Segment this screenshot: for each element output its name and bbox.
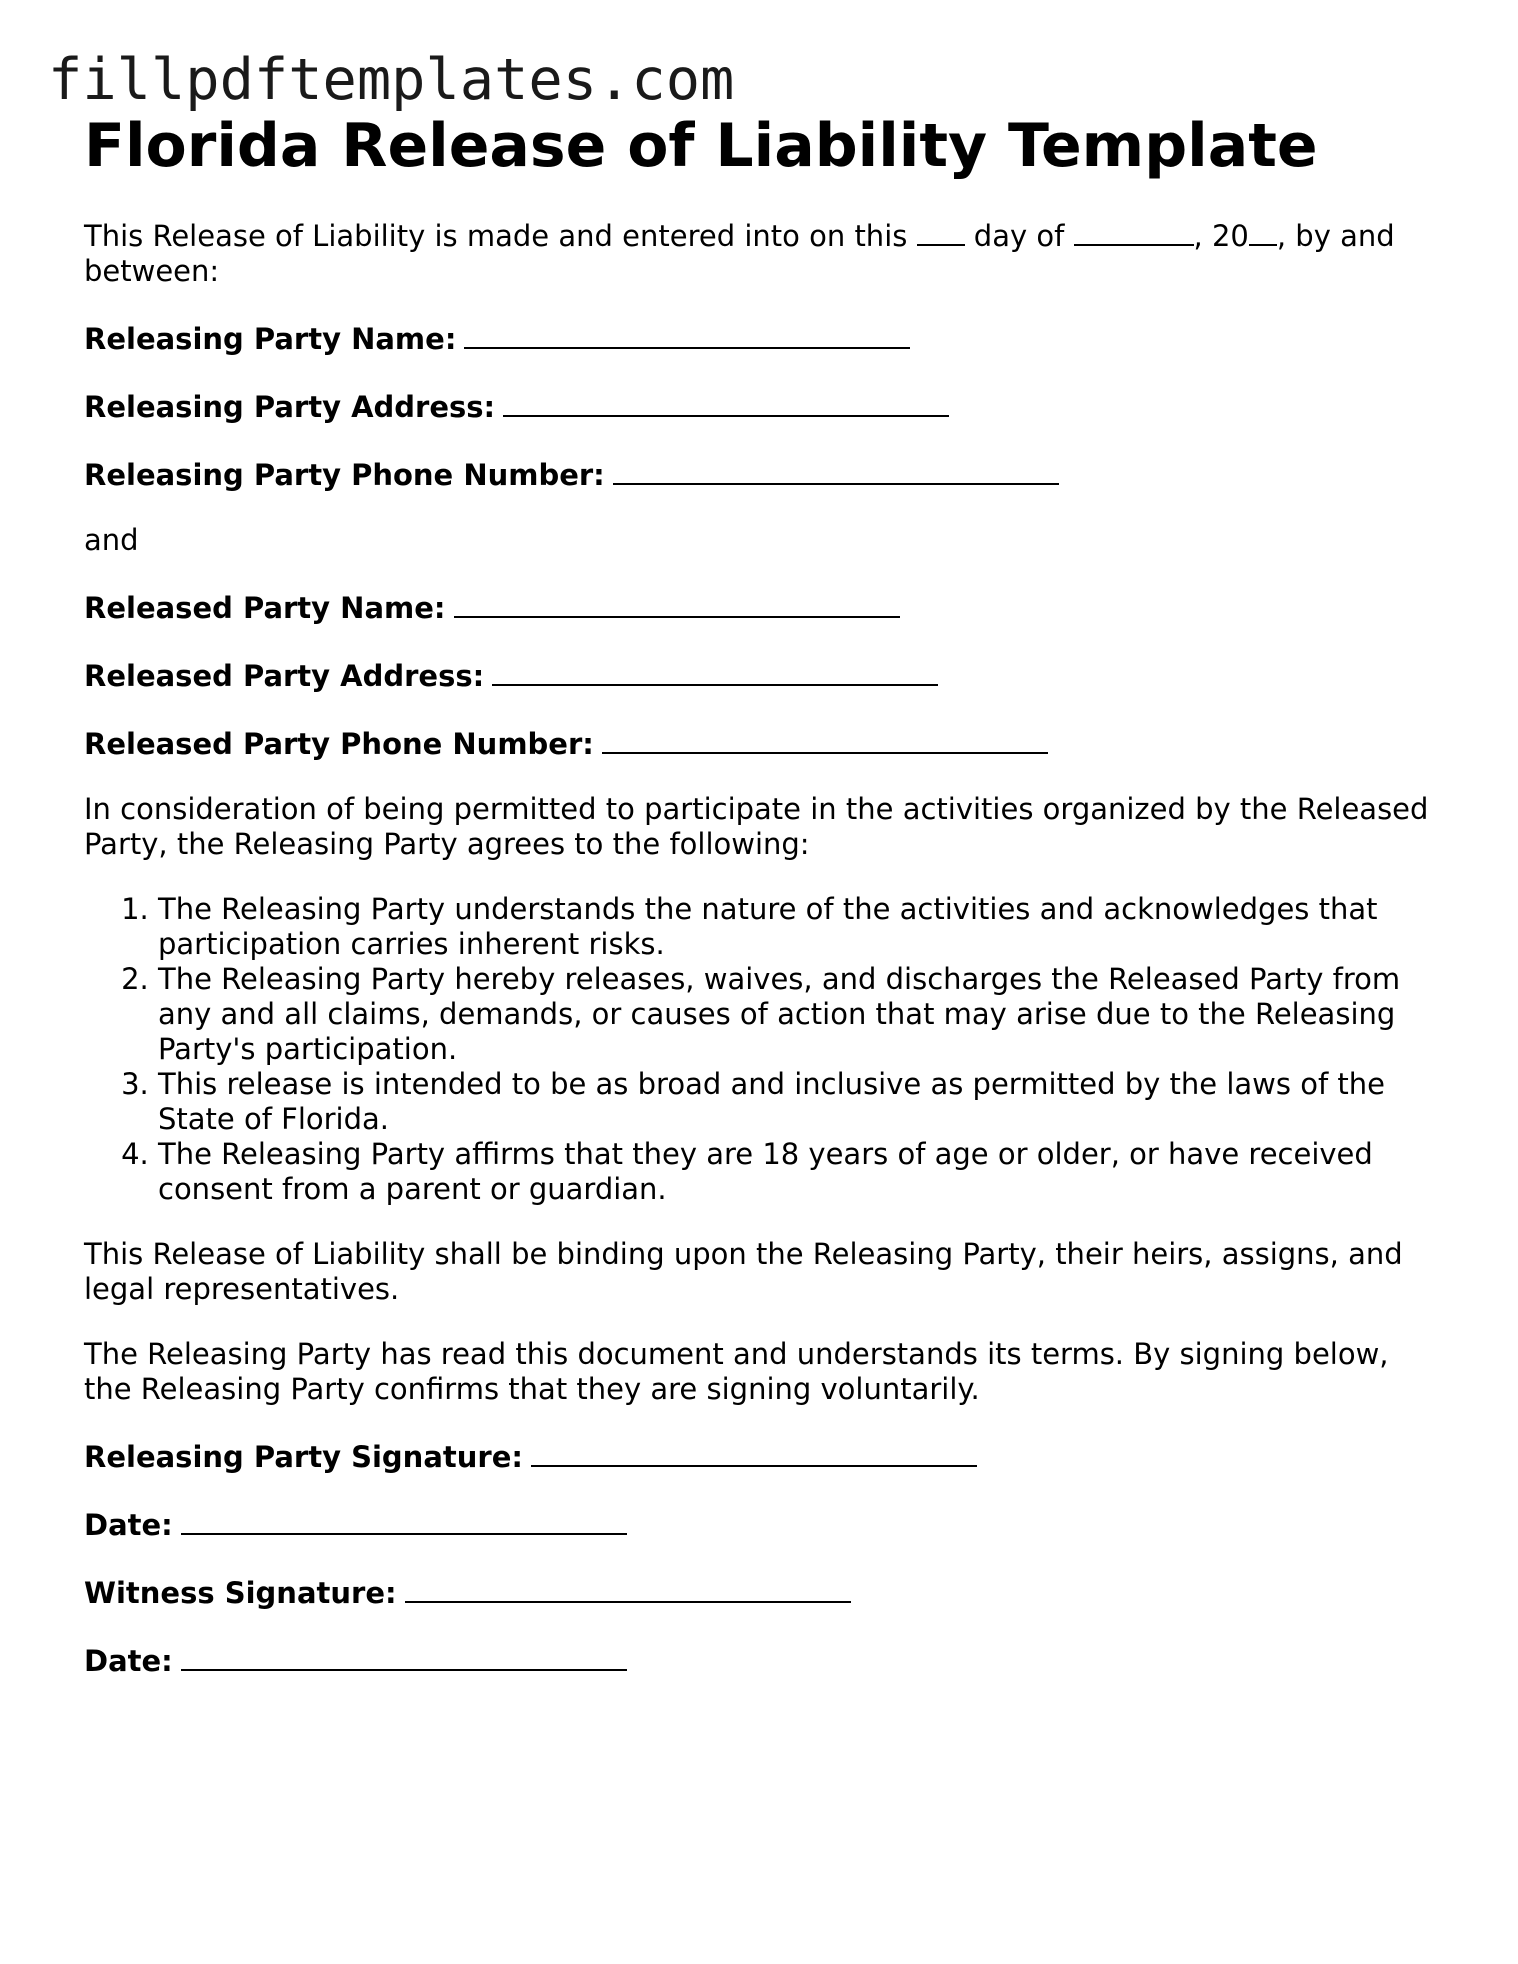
term-item: 3. This release is intended to be as broad and inclusive as permitted by the laws of the State of Florida. bbox=[158, 1067, 1444, 1137]
releasing-signature-field bbox=[84, 1437, 1444, 1475]
date-line-2[interactable] bbox=[181, 1641, 627, 1671]
released-party-address-field bbox=[84, 656, 1444, 694]
date-label-2: Date: bbox=[84, 1644, 173, 1678]
releasing-party-phone-line[interactable] bbox=[613, 455, 1059, 485]
released-party-phone-line[interactable] bbox=[602, 724, 1048, 754]
acknowledgement-paragraph: The Releasing Party has read this document and understands its terms. By signing below, the Releasing Party confirms that they are signing voluntarily. bbox=[84, 1337, 1389, 1406]
releasing-party-name-field bbox=[84, 319, 1444, 357]
releasing-party-phone-label: Releasing Party Phone Number: bbox=[84, 458, 605, 492]
released-party-name-line[interactable] bbox=[454, 588, 900, 618]
intro-paragraph bbox=[84, 218, 1444, 289]
day-blank[interactable] bbox=[917, 218, 965, 246]
terms-list bbox=[84, 892, 1444, 1207]
released-party-address-line[interactable] bbox=[492, 656, 938, 686]
intro-text-2: day of bbox=[973, 219, 1065, 253]
witness-signature-label: Witness Signature: bbox=[84, 1576, 397, 1610]
consideration-paragraph: In consideration of being permitted to participate in the activities organized by the Released Party, the Releasing Party agrees to the following: bbox=[84, 792, 1429, 861]
releasing-party-address-line[interactable] bbox=[503, 387, 949, 417]
released-party-phone-label: Released Party Phone Number: bbox=[84, 727, 594, 761]
date-field-2 bbox=[84, 1641, 1444, 1679]
intro-text-4: , by and between: bbox=[84, 219, 1395, 288]
month-blank[interactable] bbox=[1074, 218, 1194, 246]
term-item: 4. The Releasing Party affirms that they are 18 years of age or older, or have received consent from a parent or guardian. bbox=[158, 1137, 1444, 1207]
document-body bbox=[84, 218, 1444, 1709]
date-label-1: Date: bbox=[84, 1508, 173, 1542]
released-party-phone-field bbox=[84, 724, 1444, 762]
releasing-signature-label: Releasing Party Signature: bbox=[84, 1440, 523, 1474]
releasing-signature-line[interactable] bbox=[531, 1437, 977, 1467]
witness-signature-line[interactable] bbox=[405, 1573, 851, 1603]
term-item: 2. The Releasing Party hereby releases, waives, and discharges the Released Party from any and all claims, demands, or causes of action that may arise due to the Releasing Party's participation. bbox=[158, 962, 1444, 1067]
date-line-1[interactable] bbox=[181, 1505, 627, 1535]
witness-signature-field bbox=[84, 1573, 1444, 1611]
releasing-party-phone-field bbox=[84, 455, 1444, 493]
and-text: and bbox=[84, 523, 139, 557]
released-party-name-field bbox=[84, 588, 1444, 626]
released-party-address-label: Released Party Address: bbox=[84, 659, 485, 693]
releasing-party-name-line[interactable] bbox=[464, 319, 910, 349]
binding-paragraph: This Release of Liability shall be binding upon the Releasing Party, their heirs, assigns, and legal representatives. bbox=[84, 1237, 1403, 1306]
year-blank[interactable] bbox=[1249, 218, 1277, 246]
date-field-1 bbox=[84, 1505, 1444, 1543]
releasing-party-address-field bbox=[84, 387, 1444, 425]
term-item: 1. The Releasing Party understands the nature of the activities and acknowledges that participation carries inherent risks. bbox=[158, 892, 1444, 962]
releasing-party-name-label: Releasing Party Name: bbox=[84, 322, 457, 356]
document-title: Florida Release of Liability Template bbox=[84, 111, 1318, 181]
released-party-name-label: Released Party Name: bbox=[84, 591, 446, 625]
intro-text-1: This Release of Liability is made and entered into on this bbox=[84, 219, 908, 253]
intro-text-3: , 20 bbox=[1193, 219, 1249, 253]
releasing-party-address-label: Releasing Party Address: bbox=[84, 390, 496, 424]
watermark-text: fillpdftemplates.com bbox=[48, 47, 735, 113]
